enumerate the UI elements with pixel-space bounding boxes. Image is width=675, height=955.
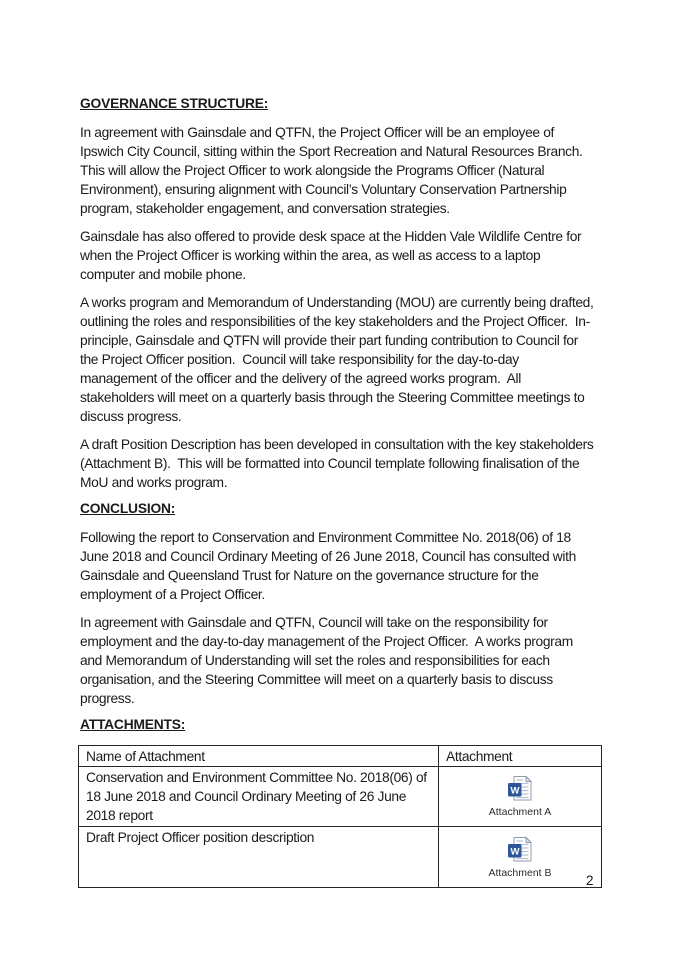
word-document-icon (507, 775, 533, 802)
section-heading-attachments: ATTACHMENTS: (80, 717, 186, 732)
paragraph-governance-2: Gainsdale has also offered to provide desk space at the Hidden Vale Wildlife Centre for when the Project Officer is working within the area, as well as access to a laptop computer and mobile phone. (80, 229, 585, 282)
attachment-a-label: Attachment A (488, 806, 552, 818)
attachment-name-cell: Draft Project Officer position description (79, 827, 439, 888)
attachment-b-object[interactable] (488, 836, 551, 879)
table-row-attachment-a (79, 767, 602, 827)
word-document-icon (507, 836, 533, 863)
attachment-a-object[interactable] (489, 775, 551, 818)
paragraph-governance-3: A works program and Memorandum of Understanding (MOU) are currently being drafted, outlining the roles and responsibilities of the key stakeholders and the Project Officer. In-principle, Gainsdale and QTFN will provide their part funding contribution to Council for the Project Officer position. Council will take responsibility for the day-to-day management of the officer and the delivery of the agreed works program. All stakeholders will meet on a quarterly basis through the Steering Committee meetings to discuss progress. (80, 295, 597, 424)
table-header-attachment: Attachment (439, 746, 602, 767)
section-heading-conclusion: CONCLUSION: (80, 501, 176, 516)
paragraph-conclusion-1: Following the report to Conservation and Environment Committee No. 2018(06) of 18 June 2018 and Council Ordinary Meeting of 26 June 2018, Council has consulted with Gainsdale and Queensland Trust for Nature on the governance structure for the employment of a Project Officer. (80, 530, 580, 602)
table-row-attachment-b (79, 827, 602, 888)
paragraph-governance-4: A draft Position Description has been developed in consultation with the key stakeholders (Attachment B). This will be formatted into Council template following finalisation of the MoU and works program. (80, 437, 597, 490)
attachments-table (78, 745, 602, 888)
page-number: 2 (586, 873, 594, 888)
word-icon-letter: W (510, 846, 520, 858)
paragraph-governance-1: In agreement with Gainsdale and QTFN, the Project Officer will be an employee of Ipswich City Council, sitting within the Sport Recreation and Natural Resources Branch. This will allow the Project Officer to work alongside the Programs Officer (Natural Environment), ensuring alignment with Council’s Voluntary Conservation Partnership program, stakeholder engagement, and conversation strategies. (80, 125, 590, 216)
attachment-name-cell: Conservation and Environment Committee No. 2018(06) of 18 June 2018 and Council Ordinary Meeting of 26 June 2018 report (79, 767, 439, 827)
attachment-cell (439, 767, 602, 827)
attachment-b-label: Attachment B (488, 866, 552, 879)
document-content (80, 96, 597, 888)
paragraph-conclusion-2: In agreement with Gainsdale and QTFN, Council will take on the responsibility for employment and the day-to-day management of the Project Officer. A works program and Memorandum of Understanding will set the roles and responsibilities for each organisation, and the Steering Committee will meet on a quarterly basis to discuss progress. (80, 615, 577, 706)
word-icon-letter: W (510, 785, 520, 797)
attachment-cell (439, 827, 602, 888)
attachments-table-header-row (79, 746, 602, 767)
section-heading-governance-structure: GOVERNANCE STRUCTURE: (80, 96, 269, 111)
table-header-name-of-attachment: Name of Attachment (79, 746, 439, 767)
